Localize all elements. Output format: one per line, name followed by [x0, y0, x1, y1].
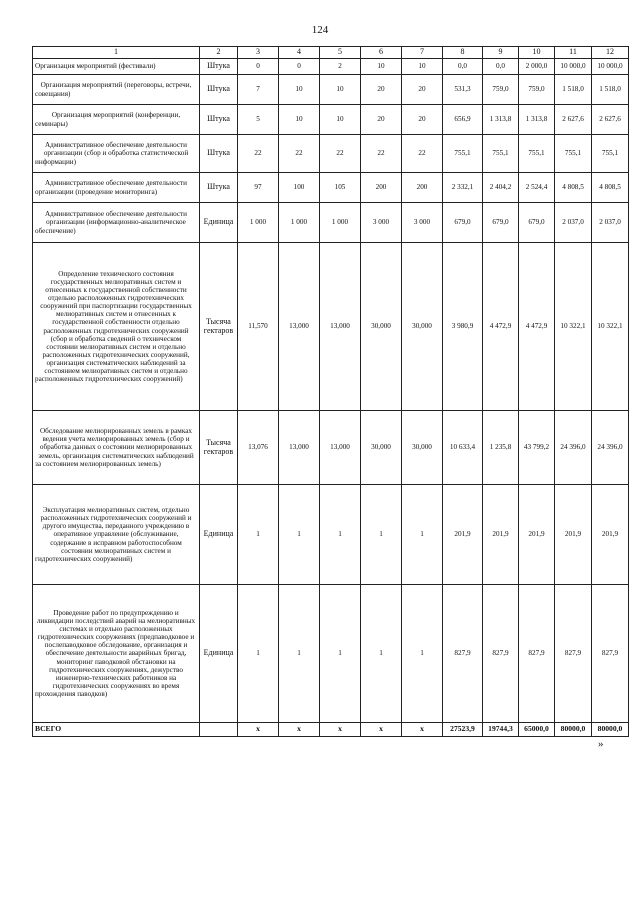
total-value: 80000,0 — [555, 723, 592, 737]
row-value: 755,1 — [592, 135, 629, 173]
row-name: Организация мероприятий (фестивали) — [33, 59, 200, 75]
row-value: 2 332,1 — [443, 173, 483, 203]
row-value: 13,000 — [320, 243, 361, 411]
row-value: 10 — [320, 105, 361, 135]
row-value: 1 — [402, 585, 443, 723]
column-header: 9 — [483, 47, 519, 59]
row-value: 10 — [279, 75, 320, 105]
row-value: 201,9 — [443, 485, 483, 585]
row-value: 3 000 — [361, 203, 402, 243]
row-name: Административное обеспечение деятельности организации (проведение мониторинга) — [33, 173, 200, 203]
column-header: 11 — [555, 47, 592, 59]
row-name: Обследование мелиорированных земель в рамках ведения учета мелиорированных земель (сбор и обработка данных о состоянии мелиорированных земель, организация систематических наблюдений за состоянием мелиорированных земель) — [33, 411, 200, 485]
row-value: 1 — [279, 485, 320, 585]
row-value: 10 633,4 — [443, 411, 483, 485]
row-value: 679,0 — [519, 203, 555, 243]
total-value: х — [402, 723, 443, 737]
row-value: 20 — [361, 75, 402, 105]
row-value: 4 808,5 — [592, 173, 629, 203]
row-value: 759,0 — [519, 75, 555, 105]
column-header: 4 — [279, 47, 320, 59]
row-value: 3 000 — [402, 203, 443, 243]
row-value: 200 — [361, 173, 402, 203]
row-value: 4 472,9 — [519, 243, 555, 411]
row-value: 679,0 — [443, 203, 483, 243]
row-value: 755,1 — [483, 135, 519, 173]
row-value: 656,9 — [443, 105, 483, 135]
row-value: 2 037,0 — [592, 203, 629, 243]
row-value: 24 396,0 — [592, 411, 629, 485]
row-value: 13,000 — [279, 411, 320, 485]
row-value: 10 322,1 — [592, 243, 629, 411]
row-value: 0,0 — [443, 59, 483, 75]
row-name: Организация мероприятий (конференции, семинары) — [33, 105, 200, 135]
row-value: 13,000 — [320, 411, 361, 485]
table-row — [33, 59, 629, 75]
row-unit: Тысяча гектаров — [200, 243, 238, 411]
row-value: 13,076 — [238, 411, 279, 485]
budget-table — [32, 46, 629, 737]
row-value: 30,000 — [361, 243, 402, 411]
row-value: 1 — [361, 485, 402, 585]
row-value: 22 — [402, 135, 443, 173]
row-value: 22 — [320, 135, 361, 173]
row-name: Административное обеспечение деятельности организации (информационно-аналитическое обеспечение) — [33, 203, 200, 243]
row-name: Проведение работ по предупреждению и ликвидации последствий аварий на мелиоративных системах и отдельно расположенных гидротехнических сооружениях (предпаводковое и послепаводковое обследование, организация и обеспечение деятельности аварийных бригад, мониторинг паводковой обстановки на гидротехнических сооружениях, дежурство инженерно-технических работников на гидротехнических сооружениях во время прохождения паводков) — [33, 585, 200, 723]
row-value: 755,1 — [443, 135, 483, 173]
row-name: Административное обеспечение деятельности организации (сбор и обработка статистической информации) — [33, 135, 200, 173]
row-value: 20 — [361, 105, 402, 135]
row-value: 0,0 — [483, 59, 519, 75]
row-value: 2 524,4 — [519, 173, 555, 203]
row-unit: Единица — [200, 485, 238, 585]
table-row — [33, 173, 629, 203]
row-value: 1 518,0 — [555, 75, 592, 105]
row-value: 10 — [361, 59, 402, 75]
row-value: 30,000 — [402, 411, 443, 485]
row-value: 10 000,0 — [592, 59, 629, 75]
column-header: 10 — [519, 47, 555, 59]
table-row — [33, 75, 629, 105]
column-header: 12 — [592, 47, 629, 59]
row-value: 827,9 — [443, 585, 483, 723]
row-value: 531,3 — [443, 75, 483, 105]
row-value: 24 396,0 — [555, 411, 592, 485]
row-value: 1 — [279, 585, 320, 723]
row-unit: Тысяча гектаров — [200, 411, 238, 485]
table-row — [33, 203, 629, 243]
row-value: 1 000 — [238, 203, 279, 243]
row-value: 1 000 — [320, 203, 361, 243]
row-value: 827,9 — [592, 585, 629, 723]
total-value: 65000,0 — [519, 723, 555, 737]
row-value: 3 980,9 — [443, 243, 483, 411]
total-value: х — [361, 723, 402, 737]
column-header: 3 — [238, 47, 279, 59]
row-value: 10 000,0 — [555, 59, 592, 75]
row-unit: Штука — [200, 135, 238, 173]
row-value: 2 627,6 — [592, 105, 629, 135]
row-value: 0 — [238, 59, 279, 75]
table-row — [33, 585, 629, 723]
row-value: 1 313,8 — [519, 105, 555, 135]
row-unit: Единица — [200, 585, 238, 723]
row-name: Организация мероприятий (переговоры, встречи, совещания) — [33, 75, 200, 105]
row-value: 10 — [279, 105, 320, 135]
column-header: 2 — [200, 47, 238, 59]
row-value: 201,9 — [555, 485, 592, 585]
row-value: 201,9 — [483, 485, 519, 585]
row-value: 2 037,0 — [555, 203, 592, 243]
table-row — [33, 243, 629, 411]
column-header: 7 — [402, 47, 443, 59]
row-value: 13,000 — [279, 243, 320, 411]
closing-quote: » — [598, 738, 604, 750]
column-number-row — [33, 47, 629, 59]
row-value: 1 — [361, 585, 402, 723]
row-value: 201,9 — [519, 485, 555, 585]
table-row — [33, 411, 629, 485]
total-value: х — [320, 723, 361, 737]
total-value: 80000,0 — [592, 723, 629, 737]
column-header: 8 — [443, 47, 483, 59]
row-value: 100 — [279, 173, 320, 203]
row-unit: Штука — [200, 59, 238, 75]
row-unit: Штука — [200, 173, 238, 203]
row-value: 22 — [361, 135, 402, 173]
total-label: ВСЕГО — [33, 723, 200, 737]
column-header: 6 — [361, 47, 402, 59]
row-value: 10 322,1 — [555, 243, 592, 411]
row-value: 11,570 — [238, 243, 279, 411]
row-value: 1 313,8 — [483, 105, 519, 135]
row-value: 1 518,0 — [592, 75, 629, 105]
total-value: х — [238, 723, 279, 737]
row-value: 20 — [402, 75, 443, 105]
column-header: 5 — [320, 47, 361, 59]
row-value: 5 — [238, 105, 279, 135]
row-value: 1 000 — [279, 203, 320, 243]
total-value: х — [279, 723, 320, 737]
row-value: 22 — [279, 135, 320, 173]
row-value: 10 — [320, 75, 361, 105]
row-unit: Единица — [200, 203, 238, 243]
row-value: 1 — [320, 485, 361, 585]
row-name: Определение технического состояния государственных мелиоративных систем и отнесенных к государственной собственности отдельно расположенных гидротехнических сооружений при паспортизации государственных мелиоративных систем и отнесенных к государственной собственности отдельно расположенных гидротехнических сооружений (сбор и обработка сведений о техническом состоянии мелиоративных систем и отдельно расположенных гидротехнических сооружений, организация систематических наблюдений за состоянием мелиоративных систем и отдельно расположенных гидротехнических сооружений) — [33, 243, 200, 411]
row-value: 200 — [402, 173, 443, 203]
row-unit: Штука — [200, 75, 238, 105]
row-value: 97 — [238, 173, 279, 203]
row-value: 2 — [320, 59, 361, 75]
row-value: 755,1 — [555, 135, 592, 173]
total-value: 19744,3 — [483, 723, 519, 737]
row-value: 2 000,0 — [519, 59, 555, 75]
row-value: 827,9 — [483, 585, 519, 723]
row-value: 1 — [238, 585, 279, 723]
row-value: 1 — [238, 485, 279, 585]
row-value: 827,9 — [555, 585, 592, 723]
row-value: 201,9 — [592, 485, 629, 585]
row-name: Эксплуатация мелиоративных систем, отдельно расположенных гидротехнических сооружений и другого имущества, переданного учреждению в оперативное управление (обслуживание, содержание в исправном работоспособном состоянии мелиоративных систем и гидротехнических сооружений) — [33, 485, 200, 585]
row-value: 20 — [402, 105, 443, 135]
row-value: 1 — [402, 485, 443, 585]
row-value: 30,000 — [402, 243, 443, 411]
total-unit — [200, 723, 238, 737]
table-row — [33, 485, 629, 585]
total-value: 27523,9 — [443, 723, 483, 737]
row-value: 7 — [238, 75, 279, 105]
row-value: 1 235,8 — [483, 411, 519, 485]
column-header: 1 — [33, 47, 200, 59]
table-row — [33, 105, 629, 135]
row-value: 105 — [320, 173, 361, 203]
row-value: 0 — [279, 59, 320, 75]
row-value: 22 — [238, 135, 279, 173]
table-row — [33, 135, 629, 173]
row-value: 1 — [320, 585, 361, 723]
row-value: 43 799,2 — [519, 411, 555, 485]
row-value: 679,0 — [483, 203, 519, 243]
row-value: 759,0 — [483, 75, 519, 105]
row-value: 10 — [402, 59, 443, 75]
row-value: 30,000 — [361, 411, 402, 485]
row-value: 755,1 — [519, 135, 555, 173]
row-value: 2 404,2 — [483, 173, 519, 203]
row-value: 2 627,6 — [555, 105, 592, 135]
page-number: 124 — [311, 24, 329, 36]
total-row — [33, 723, 629, 737]
row-value: 827,9 — [519, 585, 555, 723]
row-unit: Штука — [200, 105, 238, 135]
row-value: 4 808,5 — [555, 173, 592, 203]
row-value: 4 472,9 — [483, 243, 519, 411]
